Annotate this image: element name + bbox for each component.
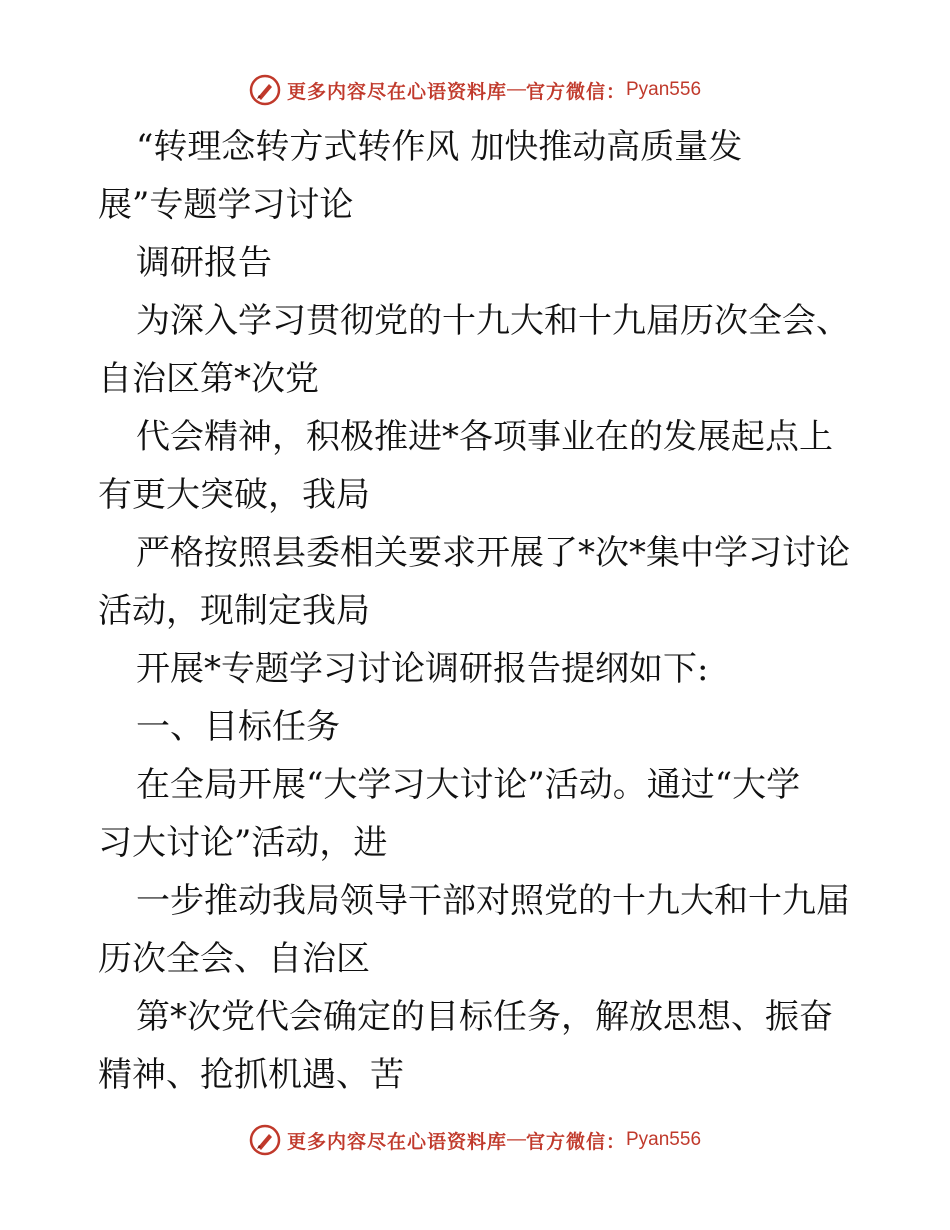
watermark-wechat-id: Pyan556 [626,1129,702,1150]
paragraph-line: 有更大突破，我局 [98,475,370,515]
paragraph-line: 习大讨论”活动，进 [98,823,388,863]
paragraph-line: 精神、抢抓机遇、苦 [98,1055,404,1095]
paragraph-line: 历次全会、自治区 [98,939,370,979]
paragraph-line: 调研报告 [136,243,272,283]
watermark-text: 更多内容尽在心语资料库 [286,1130,507,1153]
paragraph-line: 展”专题学习讨论 [98,185,354,225]
document-body [98,118,858,1104]
paragraph-line: 代会精神，积极推进*各项事业在的发展起点上 [136,417,833,457]
paragraph-line: 活动，现制定我局 [98,591,370,631]
watermark-official-label: 官方微信： [525,80,626,103]
watermark-wechat-id: Pyan556 [626,79,702,100]
paragraph-line: 自治区第*次党 [98,359,319,399]
paragraph-line: 严格按照县委相关要求开展了*次*集中学习讨论 [136,533,850,573]
paragraph-line: 一步推动我局领导干部对照党的十九大和十九届 [136,881,850,921]
pen-logo-icon [249,1124,281,1156]
watermark-official-label: 官方微信： [525,1130,626,1153]
paragraph-line: 在全局开展“大学习大讨论”活动。通过“大学 [136,765,801,805]
paragraph-line: 为深入学习贯彻党的十九大和十九届历次全会、 [136,301,850,341]
watermark-footer [0,1120,950,1160]
paragraph-line: 开展*专题学习讨论调研报告提纲如下: [136,649,709,689]
watermark-dash: — [506,79,526,100]
pen-logo-icon [249,74,281,106]
paragraph-line: 第*次党代会确定的目标任务，解放思想、振奋 [136,997,833,1037]
paragraph-line: 一、目标任务 [136,707,340,747]
watermark-text: 更多内容尽在心语资料库 [286,80,507,103]
paragraph-line: “转理念转方式转作风 加快推动高质量发 [136,127,743,167]
watermark-dash: — [506,1129,526,1150]
watermark-header [0,70,950,110]
